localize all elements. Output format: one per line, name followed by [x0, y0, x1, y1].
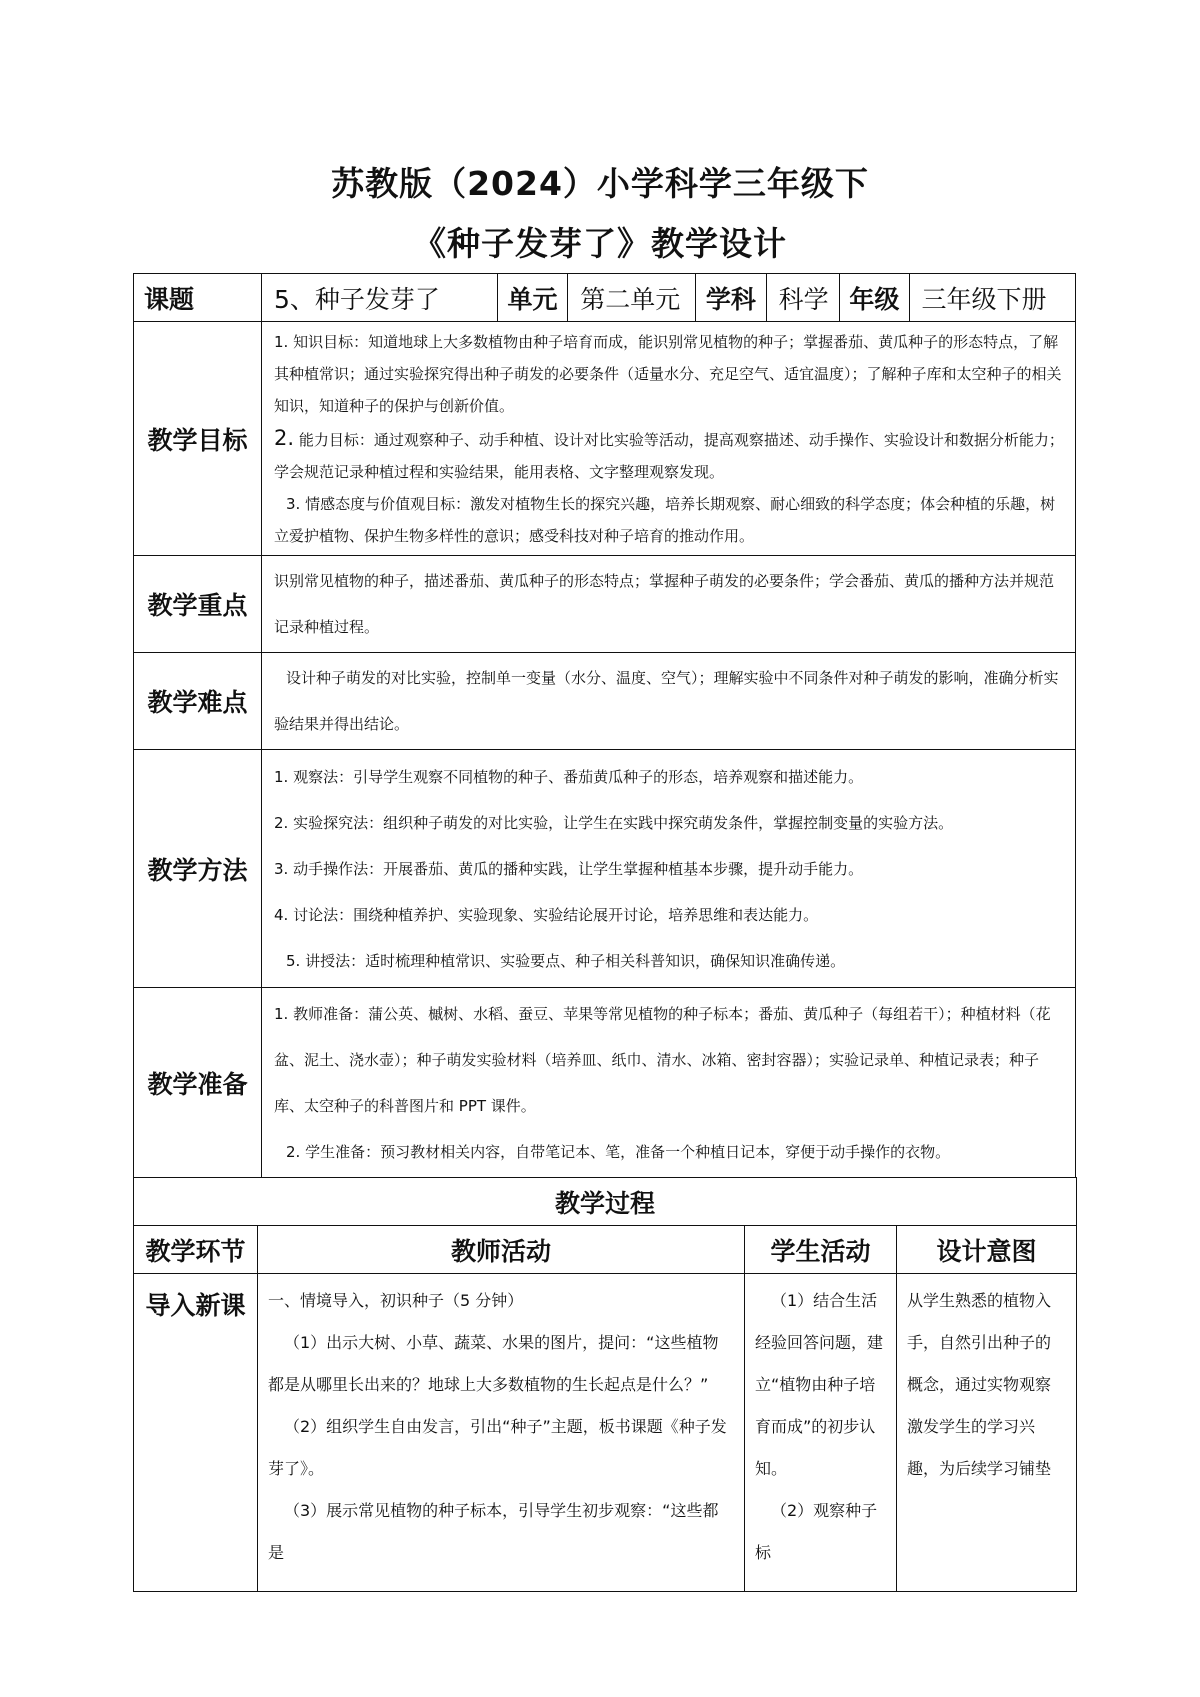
teacher-step: 一、情境导入，初识种子（5 分钟）	[268, 1291, 524, 1310]
goal-attitude: 3. 情感态度与价值观目标：激发对植物生长的探究兴趣，培养长期观察、耐心细致的科学态度；体会种植的乐趣，树立爱护植物、保护生物多样性的意识；感受科技对种子培育的推动作用。	[274, 494, 1056, 545]
unit-label: 单元	[497, 274, 567, 322]
key-points-text: 识别常见植物的种子，描述番茄、黄瓜种子的形态特点；掌握种子萌发的必要条件；学会番茄、黄瓜的播种方法并规范记录种植过程。	[262, 556, 1076, 653]
methods-label: 教学方法	[134, 750, 262, 988]
methods-row	[134, 750, 1076, 988]
subject-value: 科学	[766, 274, 840, 322]
method-item: 5. 讲授法：适时梳理种植常识、实验要点、种子相关科普知识，确保知识准确传递。	[286, 951, 846, 970]
preparation-student: 2. 学生准备：预习教材相关内容，自带笔记本、笔，准备一个种植日记本，穿便于动手操作的衣物。	[286, 1142, 951, 1161]
preparation-label: 教学准备	[134, 988, 262, 1178]
methods-content	[262, 750, 1076, 988]
difficulties-label: 教学难点	[134, 653, 262, 750]
header-design-intent: 设计意图	[897, 1226, 1077, 1274]
design-intent: 从学生熟悉的植物入手，自然引出种子的概念，通过实物观察激发学生的学习兴趣，为后续学习铺垫	[897, 1274, 1077, 1592]
grade-value: 三年级下册	[909, 274, 1075, 322]
teacher-step: （2）组织学生自由发言，引出“种子”主题，板书课题《种子发芽了》。	[268, 1417, 727, 1478]
difficulties-text: 设计种子萌发的对比实验，控制单一变量（水分、温度、空气）；理解实验中不同条件对种子萌发的影响，准确分析实验结果并得出结论。	[262, 653, 1076, 750]
student-activity	[745, 1274, 897, 1592]
header-student-activity: 学生活动	[745, 1226, 897, 1274]
preparation-teacher: 1. 教师准备：蒲公英、槭树、水稻、蚕豆、苹果等常见植物的种子标本；番茄、黄瓜种子（每组若干）；种植材料（花盆、泥土、浇水壶）；种子萌发实验材料（培养皿、纸巾、清水、冰箱、密封容器）；实验记录单、种植记录表；种子库、太空种子的科普图片和 PPT 课件。	[274, 1004, 1051, 1115]
goal-knowledge: 1. 知识目标：知道地球上大多数植物由种子培育而成，能识别常见植物的种子；掌握番茄、黄瓜种子的形态特点，了解其种植常识；通过实验探究得出种子萌发的必要条件（适量水分、充足空气、适宜温度）；了解种子库和太空种子的相关知识，知道种子的保护与创新价值。	[274, 332, 1062, 415]
process-header-row	[134, 1226, 1077, 1274]
method-item: 1. 观察法：引导学生观察不同植物的种子、番茄黄瓜种子的形态，培养观察和描述能力。	[274, 767, 864, 786]
difficulties-row	[134, 653, 1076, 750]
teaching-process-table	[133, 1177, 1077, 1592]
info-row	[134, 274, 1076, 322]
topic-value: 5、种子发芽了	[262, 274, 498, 322]
process-title: 教学过程	[134, 1178, 1077, 1226]
teacher-activity	[258, 1274, 745, 1592]
key-points-row	[134, 556, 1076, 653]
student-step: （1）结合生活经验回答问题，建立“植物由种子培育而成”的初步认知。	[755, 1291, 884, 1478]
process-row-intro	[134, 1274, 1077, 1592]
key-points-label: 教学重点	[134, 556, 262, 653]
goals-row	[134, 322, 1076, 556]
goal-ability-number: 2.	[274, 425, 295, 450]
goal-ability-text: 能力目标：通过观察种子、动手种植、设计对比实验等活动，提高观察描述、动手操作、实验设计和数据分析能力；学会规范记录种植过程和实验结果，能用表格、文字整理观察发现。	[274, 430, 1064, 481]
method-item: 3. 动手操作法：开展番茄、黄瓜的播种实践，让学生掌握种植基本步骤，提升动手能力。	[274, 859, 864, 878]
preparation-row	[134, 988, 1076, 1178]
header-stage: 教学环节	[134, 1226, 258, 1274]
process-title-row	[134, 1178, 1077, 1226]
student-step: （2）观察种子标	[755, 1501, 878, 1562]
method-item: 2. 实验探究法：组织种子萌发的对比实验，让学生在实践中探究萌发条件，掌握控制变量的实验方法。	[274, 813, 954, 832]
goals-content	[262, 322, 1076, 556]
lesson-info-table	[133, 273, 1076, 1178]
document-subtitle: 《种子发芽了》教学设计	[413, 224, 787, 263]
document-title: 苏教版（2024）小学科学三年级下	[331, 164, 869, 203]
unit-value: 第二单元	[568, 274, 696, 322]
goal-ability	[274, 422, 1065, 488]
stage-intro: 导入新课	[134, 1274, 258, 1592]
teacher-step: （1）出示大树、小草、蔬菜、水果的图片，提问：“这些植物都是从哪里长出来的？地球上大多数植物的生长起点是什么？”	[268, 1333, 719, 1394]
grade-label: 年级	[840, 274, 909, 322]
topic-label: 课题	[134, 274, 262, 322]
subject-label: 学科	[696, 274, 766, 322]
teacher-step: （3）展示常见植物的种子标本，引导学生初步观察：“这些都是	[268, 1501, 719, 1562]
method-item: 4. 讨论法：围绕种植养护、实验现象、实验结论展开讨论，培养思维和表达能力。	[274, 905, 819, 924]
preparation-content	[262, 988, 1076, 1178]
goals-label: 教学目标	[134, 322, 262, 556]
header-teacher-activity: 教师活动	[258, 1226, 745, 1274]
